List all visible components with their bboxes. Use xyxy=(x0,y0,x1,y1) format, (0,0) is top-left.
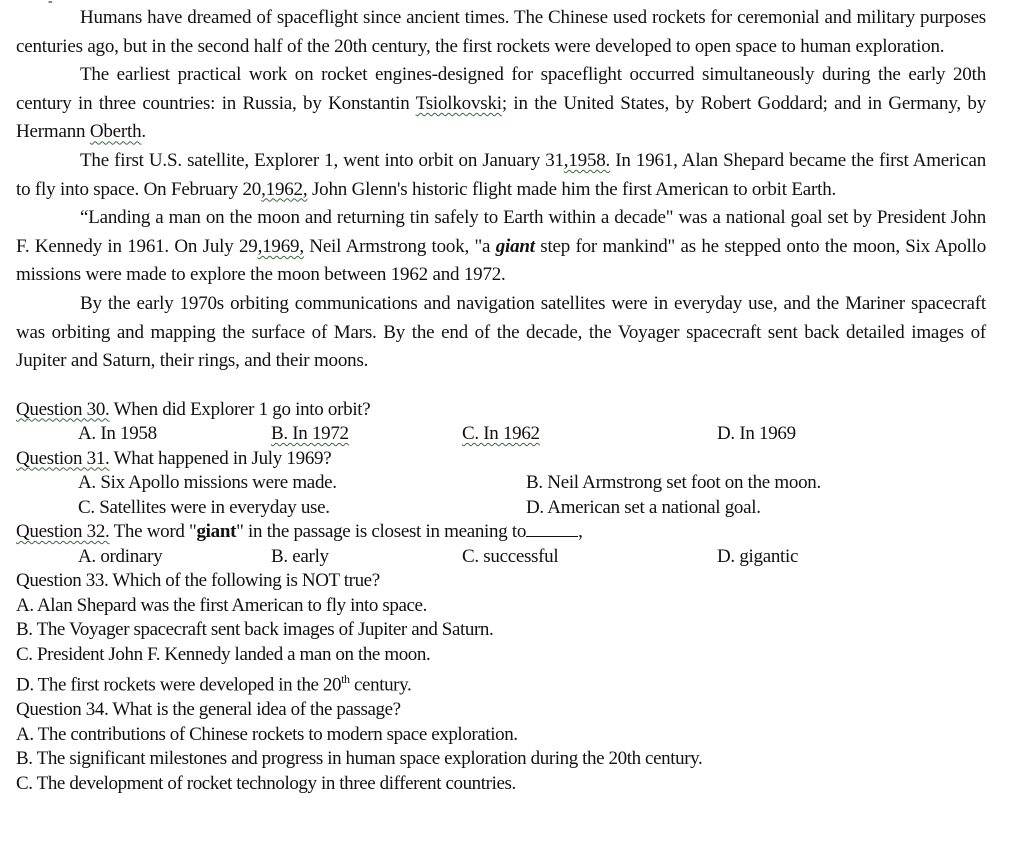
q34-option-c[interactable]: C. The development of rocket technology in three different countries. xyxy=(16,772,516,794)
question-32-text-b: " in the passage is closest in meaning to xyxy=(236,521,527,543)
q32-option-c[interactable]: C. successful xyxy=(462,545,559,567)
q31-option-b[interactable]: B. Neil Armstrong set foot on the moon. xyxy=(526,472,821,494)
q33-option-d[interactable] xyxy=(16,667,986,698)
question-31 xyxy=(16,447,986,472)
passage-paragraph-2 xyxy=(16,61,986,147)
passage-paragraph-1 xyxy=(16,4,986,61)
question-32-text-a: The word " xyxy=(109,521,197,543)
spellcheck-date-1962: ,1962, xyxy=(261,178,308,200)
paragraph-2-text-a: The earliest practical work on rocket engines-designed for spaceflight occurred simultaneously during the early 20th century in three countries: in Russia, by Konstantin xyxy=(16,64,986,114)
question-30 xyxy=(16,398,986,423)
paragraph-1-text: Humans have dreamed of spaceflight since ancient times. The Chinese used rockets for ceremonial and military purposes centuries ago, but in the second half of the 20th century, the first rockets were developed to open space to human exploration. xyxy=(16,7,986,57)
q30-option-b[interactable] xyxy=(271,422,349,447)
question-32-label: Question 32. xyxy=(16,521,110,543)
spellcheck-date-1958: ,1958. xyxy=(563,149,611,171)
q30-option-c[interactable] xyxy=(462,422,540,447)
q31-option-a[interactable]: A. Six Apollo missions were made. xyxy=(78,472,337,494)
q32-option-b[interactable]: B. early xyxy=(271,545,329,567)
paragraph-2-text-c: . xyxy=(141,121,146,143)
passage-paragraph-5: By the early 1970s orbiting communications and navigation satellites were in everyday use, and the Mariner spacecraft was orbiting and mapping the surface of Mars. By the end of the decade, the Voyager spacecraft sent back detailed images of Jupiter and Saturn, their rings, and their moons. xyxy=(16,292,986,372)
q33-option-c[interactable]: C. President John F. Kennedy landed a man on the moon. xyxy=(16,643,431,665)
section-gap xyxy=(16,376,986,398)
paragraph-3-text-b: In 1961, Alan Shepard became the first American to fly into space. On February 20 xyxy=(16,149,986,200)
question-32 xyxy=(16,520,986,545)
q30-option-d[interactable]: D. In 1969 xyxy=(717,423,796,445)
word-giant-emphasis: giant xyxy=(495,235,535,257)
q33-option-d-superscript: th xyxy=(341,672,350,687)
question-32-options xyxy=(16,545,986,570)
paragraph-2-text-b: ; in the United States, by Robert Goddard; and in Germany, by Hermann xyxy=(16,92,987,143)
paragraph-4-text-c: step for mankind" as he stepped onto the moon, Six Apollo missions were made to explore the moon between 1962 and 1972. xyxy=(16,235,986,286)
q30-option-b-text: B. In 1972 xyxy=(271,423,349,445)
question-30-text: When did Explorer 1 go into orbit? xyxy=(109,398,371,420)
paragraph-3-text-a: The first U.S. satellite, Explorer 1, went into orbit on January 31 xyxy=(80,149,564,171)
spellcheck-oberth: Oberth xyxy=(89,121,142,143)
q34-option-b[interactable]: B. The significant milestones and progress in human space exploration during the 20th century. xyxy=(16,748,703,770)
paragraph-4-text-a: “Landing a man on the moon and returning tin safely to Earth within a decade" was a national goal set by President John F. Kennedy in 1961. On July 29 xyxy=(16,207,986,257)
passage-paragraph-3 xyxy=(16,147,986,204)
q32-option-a[interactable]: A. ordinary xyxy=(78,545,163,567)
passage-paragraph-4 xyxy=(16,204,986,290)
q33-option-d-text-b: century. xyxy=(349,674,412,696)
question-33: Question 33. Which of the following is NOT true? xyxy=(16,570,380,592)
q34-option-a[interactable]: A. The contributions of Chinese rockets to modern space exploration. xyxy=(16,723,518,745)
q30-option-c-text: C. In 1962 xyxy=(462,423,540,445)
paragraph-3-text-c: John Glenn's historic flight made him the first American to orbit Earth. xyxy=(307,178,837,200)
answer-blank[interactable] xyxy=(526,522,578,537)
spellcheck-tsiolkovski: Tsiolkovski xyxy=(415,92,502,114)
question-34: Question 34. What is the general idea of the passage? xyxy=(16,699,401,721)
question-31-text: What happened in July 1969? xyxy=(109,447,332,469)
q33-option-a[interactable]: A. Alan Shepard was the first American to fly into space. xyxy=(16,594,427,616)
question-32-end: , xyxy=(578,521,583,543)
question-30-label: Question 30. xyxy=(16,398,110,420)
document-page xyxy=(16,0,987,796)
q32-option-d[interactable]: D. gigantic xyxy=(717,545,799,567)
q31-option-d[interactable]: D. American set a national goal. xyxy=(526,496,761,518)
question-31-options-row-1 xyxy=(16,471,986,496)
q30-option-a[interactable]: A. In 1958 xyxy=(78,423,157,445)
question-31-options-row-2 xyxy=(16,496,986,521)
question-30-options xyxy=(16,422,986,447)
paragraph-4-text-b: Neil Armstrong took, "a xyxy=(303,235,496,257)
q33-option-d-text-a: D. The first rockets were developed in the 20 xyxy=(16,674,342,696)
spellcheck-date-1969: ,1969, xyxy=(257,235,304,257)
question-32-word: giant xyxy=(196,521,237,543)
q31-option-c[interactable]: C. Satellites were in everyday use. xyxy=(78,496,330,518)
q33-option-b[interactable]: B. The Voyager spacecraft sent back images of Jupiter and Saturn. xyxy=(16,619,494,641)
question-31-label: Question 31. xyxy=(16,447,110,469)
stray-mark: - xyxy=(48,0,53,9)
